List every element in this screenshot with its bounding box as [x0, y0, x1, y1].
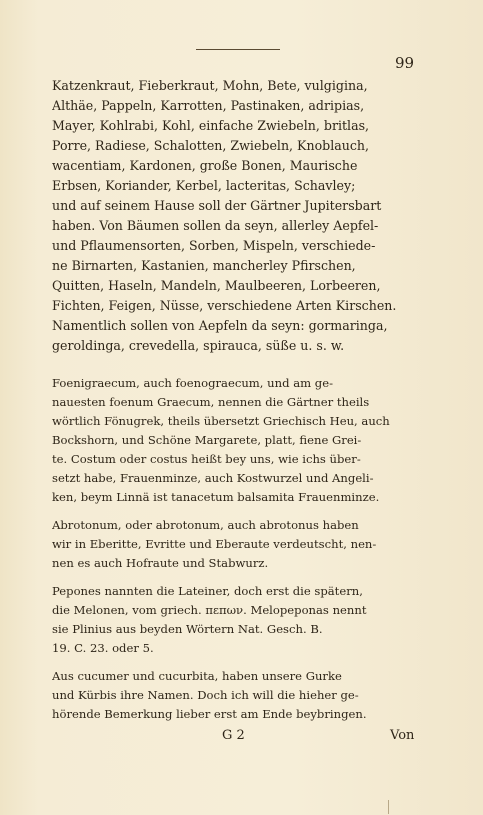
text-line: ne Birnarten, Kastanien, mancherley Pfirschen, [52, 258, 356, 273]
footnote-line: Pepones nannten die Lateiner, doch erst die spätern, [52, 584, 363, 598]
page-number: 99 [395, 54, 415, 72]
footnote-line: Aus cucumer und cucurbita, haben unsere Gurke [52, 669, 342, 683]
footnote-line: die Melonen, vom griech. πεπων. Melopeponas nennt [52, 603, 367, 617]
text-line: Althäe, Pappeln, Karrotten, Pastinaken, adripias, [52, 98, 365, 113]
text-line: Mayer, Kohlrabi, Kohl, einfache Zwiebeln, britlas, [52, 118, 370, 133]
header-rule [196, 49, 280, 50]
text-line: Quitten, Haseln, Mandeln, Maulbeeren, Lorbeeren, [52, 278, 381, 293]
footnote-line: wir in Eberitte, Evritte und Eberaute verdeutscht, nen- [52, 537, 377, 551]
footnote-line: nauesten foenum Graecum, nennen die Gärtner theils [52, 395, 370, 409]
text-line: geroldinga, crevedella, spirauca, süße u. s. w. [52, 338, 345, 353]
catchword: Von [390, 728, 415, 743]
footnote-line: te. Costum oder costus heißt bey uns, wie ichs über- [52, 452, 361, 466]
text-line: und auf seinem Hause soll der Gärtner Jupitersbart [52, 198, 382, 213]
text-line: Katzenkraut, Fieberkraut, Mohn, Bete, vulgigina, [52, 78, 368, 93]
text-line: Erbsen, Koriander, Kerbel, lacteritas, Schavley; [52, 178, 356, 193]
footnote-line: und Kürbis ihre Namen. Doch ich will die hieher ge- [52, 688, 359, 702]
paper-mark [388, 800, 389, 814]
text-line: Fichten, Feigen, Nüsse, verschiedene Arten Kirschen. [52, 298, 397, 313]
footnote-line: Bockshorn, und Schöne Margarete, platt, fiene Grei- [52, 433, 362, 447]
footnote-line: 19. C. 23. oder 5. [52, 641, 154, 655]
footnote-line: ken, beym Linnä ist tanacetum balsamita Frauenminze. [52, 490, 380, 504]
footnote-line: hörende Bemerkung lieber erst am Ende beybringen. [52, 707, 367, 721]
footnote-line: nen es auch Hofraute und Stabwurz. [52, 556, 269, 570]
footnote-line: sie Plinius aus beyden Wörtern Nat. Gesch. B. [52, 622, 323, 636]
footnote-line: wörtlich Fönugrek, theils übersetzt Griechisch Heu, auch [52, 414, 390, 428]
text-line: Porre, Radiese, Schalotten, Zwiebeln, Knoblauch, [52, 138, 370, 153]
text-line: Namentlich sollen von Aepfeln da seyn: gormaringa, [52, 318, 388, 333]
text-line: und Pflaumensorten, Sorben, Mispeln, verschiede- [52, 238, 376, 253]
footnote-line: Foenigraecum, auch foenograecum, und am ge- [52, 376, 333, 390]
signature-mark: G 2 [222, 728, 245, 743]
text-line: haben. Von Bäumen sollen da seyn, allerley Aepfel- [52, 218, 379, 233]
text-line: wacentiam, Kardonen, große Bonen, Maurische [52, 158, 358, 173]
footnote-line: Abrotonum, oder abrotonum, auch abrotonus haben [52, 518, 359, 532]
footnote-line: setzt habe, Frauenminze, auch Kostwurzel und Angeli- [52, 471, 374, 485]
